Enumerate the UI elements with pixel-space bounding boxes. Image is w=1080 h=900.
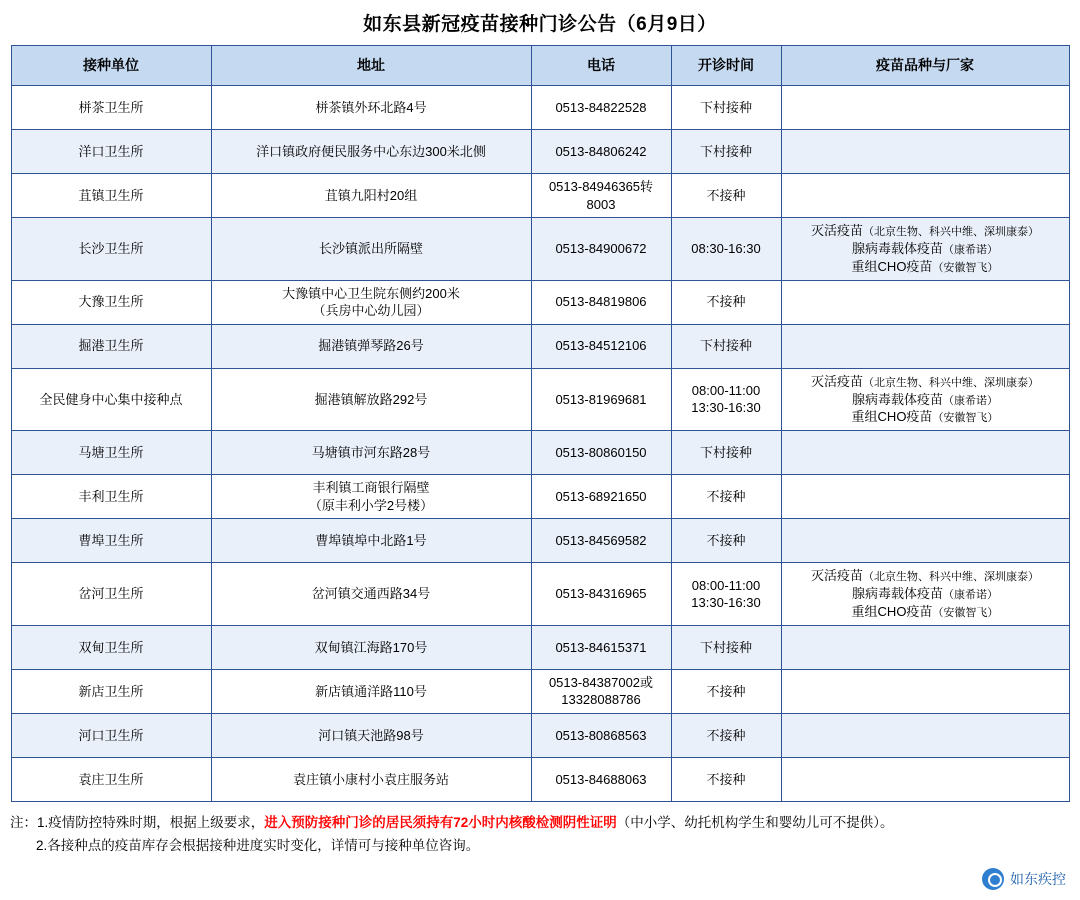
table-row [11, 669, 1069, 713]
note-line-2: 2.各接种点的疫苗库存会根据接种进度实时变化，详情可与接种单位咨询。 [36, 837, 480, 853]
cell-phone: 0513-68921650 [531, 475, 671, 519]
cell-phone: 0513-84819806 [531, 280, 671, 324]
table-row [11, 86, 1069, 130]
cell-phone: 0513-84387002或13328088786 [531, 669, 671, 713]
cell-address: 大豫镇中心卫生院东侧约200米 （兵房中心幼儿园） [211, 280, 531, 324]
cell-hours: 下村接种 [671, 625, 781, 669]
cell-unit: 袁庄卫生所 [11, 757, 211, 801]
cell-unit: 双甸卫生所 [11, 625, 211, 669]
table-row [11, 757, 1069, 801]
cell-address: 洋口镇政府便民服务中心东边300米北侧 [211, 130, 531, 174]
cell-hours: 不接种 [671, 757, 781, 801]
cell-hours: 下村接种 [671, 86, 781, 130]
cell-address: 马塘镇市河东路28号 [211, 431, 531, 475]
cell-unit: 洋口卫生所 [11, 130, 211, 174]
cell-unit: 曹埠卫生所 [11, 519, 211, 563]
vaccine-manufacturer: （北京生物、科兴中维、深圳康泰） [863, 226, 1039, 239]
cell-vaccines [781, 669, 1069, 713]
cell-address: 曹埠镇埠中北路1号 [211, 519, 531, 563]
cell-address: 河口镇天池路98号 [211, 713, 531, 757]
table-row [11, 324, 1069, 368]
cell-address: 苴镇九阳村20组 [211, 174, 531, 218]
cell-unit: 岔河卫生所 [11, 563, 211, 626]
table-row [11, 625, 1069, 669]
table-header [11, 46, 1069, 86]
cell-address: 袁庄镇小康村小袁庄服务站 [211, 757, 531, 801]
column-header-hours: 开诊时间 [671, 46, 781, 86]
cell-unit: 丰利卫生所 [11, 475, 211, 519]
column-header-address: 地址 [211, 46, 531, 86]
cell-vaccines [781, 130, 1069, 174]
table-row [11, 174, 1069, 218]
cell-vaccines [781, 713, 1069, 757]
cell-phone: 0513-84900672 [531, 218, 671, 281]
cell-vaccines [781, 519, 1069, 563]
vaccine-entry [786, 567, 1065, 585]
cell-address: 栟茶镇外环北路4号 [211, 86, 531, 130]
cell-vaccines [781, 757, 1069, 801]
vaccine-manufacturer: （康希诺） [943, 243, 998, 256]
table-row [11, 475, 1069, 519]
note-1-prefix: 注：1.疫情防控特殊时期，根据上级要求， [10, 814, 265, 830]
table-header-row [11, 46, 1069, 86]
cell-phone: 0513-80860150 [531, 431, 671, 475]
vaccine-name: 腺病毒载体疫苗 [851, 586, 943, 602]
vaccine-manufacturer: （安徽智飞） [932, 261, 999, 274]
vaccine-name: 重组CHO疫苗 [851, 604, 933, 620]
vaccine-name: 腺病毒载体疫苗 [851, 240, 943, 256]
cell-phone: 0513-80868563 [531, 713, 671, 757]
table-row [11, 218, 1069, 281]
vaccine-manufacturer: （安徽智飞） [932, 607, 999, 620]
cell-unit: 马塘卫生所 [11, 431, 211, 475]
cell-hours: 08:00-11:00 13:30-16:30 [671, 368, 781, 431]
vaccine-manufacturer: （北京生物、科兴中维、深圳康泰） [863, 571, 1039, 584]
cell-vaccines [781, 563, 1069, 626]
table-row [11, 519, 1069, 563]
cell-vaccines [781, 475, 1069, 519]
vaccine-manufacturer: （安徽智飞） [932, 412, 999, 425]
note-1-suffix: （中小学、幼托机构学生和婴幼儿可不提供）。 [616, 814, 894, 830]
page-title: 如东县新冠疫苗接种门诊公告（6月9日） [363, 14, 717, 35]
vaccine-name: 灭活疫苗 [810, 373, 863, 389]
vaccine-manufacturer: （康希诺） [943, 589, 998, 602]
cell-address: 掘港镇弹琴路26号 [211, 324, 531, 368]
cell-vaccines [781, 368, 1069, 431]
vaccine-entry [786, 258, 1065, 276]
vaccine-entry [786, 391, 1065, 409]
cell-vaccines [781, 174, 1069, 218]
account-name: 如东疾控 [1010, 871, 1066, 887]
cell-hours: 不接种 [671, 519, 781, 563]
account-badge [982, 868, 1066, 890]
cell-unit: 大豫卫生所 [11, 280, 211, 324]
table-row [11, 431, 1069, 475]
note-1-highlight: 进入预防接种门诊的居民须持有72小时内核酸检测阴性证明 [264, 814, 617, 830]
cell-hours: 不接种 [671, 713, 781, 757]
cell-phone: 0513-81969681 [531, 368, 671, 431]
cell-unit: 长沙卫生所 [11, 218, 211, 281]
vaccine-entry [786, 585, 1065, 603]
cell-phone: 0513-84512106 [531, 324, 671, 368]
cell-vaccines [781, 86, 1069, 130]
cell-hours: 不接种 [671, 669, 781, 713]
cell-vaccines [781, 324, 1069, 368]
notes-section [10, 812, 1080, 858]
cell-unit: 掘港卫生所 [11, 324, 211, 368]
vaccine-name: 灭活疫苗 [810, 223, 863, 239]
cell-phone: 0513-84316965 [531, 563, 671, 626]
cell-vaccines [781, 218, 1069, 281]
vaccine-entry [786, 603, 1065, 621]
cell-phone: 0513-84688063 [531, 757, 671, 801]
cdc-circle-logo-icon [982, 868, 1004, 890]
vaccination-clinic-table [11, 45, 1070, 802]
table-row [11, 280, 1069, 324]
table-row [11, 713, 1069, 757]
table-row [11, 368, 1069, 431]
cell-unit: 苴镇卫生所 [11, 174, 211, 218]
cell-address: 新店镇通洋路110号 [211, 669, 531, 713]
cell-unit: 河口卫生所 [11, 713, 211, 757]
vaccine-name: 灭活疫苗 [810, 568, 863, 584]
cell-hours: 下村接种 [671, 431, 781, 475]
cell-phone: 0513-84569582 [531, 519, 671, 563]
column-header-unit: 接种单位 [11, 46, 211, 86]
vaccine-name: 重组CHO疫苗 [851, 258, 933, 274]
cell-hours: 下村接种 [671, 324, 781, 368]
cell-vaccines [781, 431, 1069, 475]
cell-hours: 不接种 [671, 280, 781, 324]
cell-vaccines [781, 280, 1069, 324]
cell-hours: 不接种 [671, 174, 781, 218]
column-header-phone: 电话 [531, 46, 671, 86]
cell-phone: 0513-84615371 [531, 625, 671, 669]
cell-hours: 下村接种 [671, 130, 781, 174]
vaccine-entry [786, 408, 1065, 426]
cell-vaccines [781, 625, 1069, 669]
table-row [11, 130, 1069, 174]
vaccine-entry [786, 240, 1065, 258]
cell-hours: 08:00-11:00 13:30-16:30 [671, 563, 781, 626]
cell-address: 长沙镇派出所隔壁 [211, 218, 531, 281]
vaccine-manufacturer: （康希诺） [943, 394, 998, 407]
table-body [11, 86, 1069, 802]
cell-phone: 0513-84946365转8003 [531, 174, 671, 218]
cell-address: 掘港镇解放路292号 [211, 368, 531, 431]
cell-address: 岔河镇交通西路34号 [211, 563, 531, 626]
vaccine-name: 腺病毒载体疫苗 [851, 391, 943, 407]
table-row [11, 563, 1069, 626]
cell-address: 双甸镇江海路170号 [211, 625, 531, 669]
note-line-1 [10, 812, 1080, 835]
cell-hours: 不接种 [671, 475, 781, 519]
cell-unit: 新店卫生所 [11, 669, 211, 713]
cell-hours: 08:30-16:30 [671, 218, 781, 281]
cell-unit: 全民健身中心集中接种点 [11, 368, 211, 431]
vaccine-entry [786, 222, 1065, 240]
vaccine-entry [786, 373, 1065, 391]
cell-phone: 0513-84806242 [531, 130, 671, 174]
vaccine-manufacturer: （北京生物、科兴中维、深圳康泰） [863, 376, 1039, 389]
cell-unit: 栟茶卫生所 [11, 86, 211, 130]
vaccine-name: 重组CHO疫苗 [851, 409, 933, 425]
cell-address: 丰利镇工商银行隔壁 （原丰利小学2号楼） [211, 475, 531, 519]
cell-phone: 0513-84822528 [531, 86, 671, 130]
column-header-vaccines: 疫苗品种与厂家 [781, 46, 1069, 86]
